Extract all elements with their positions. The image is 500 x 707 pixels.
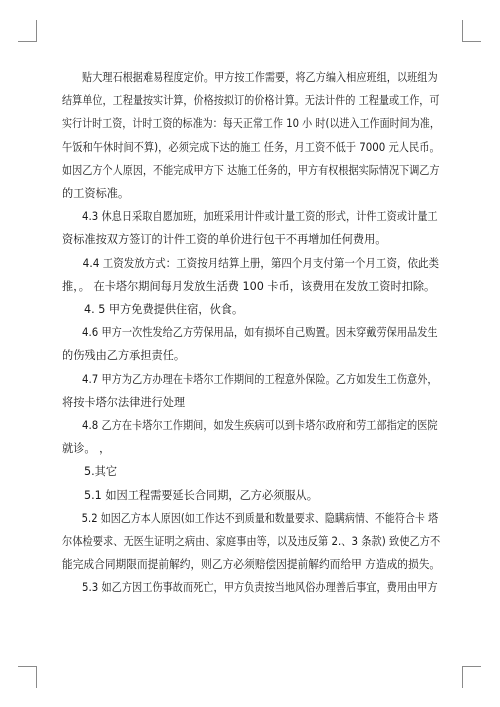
text-line: 5.其它 (84, 465, 118, 479)
paragraph-4-5-lodging (62, 298, 440, 321)
text-line: 4.6 甲方一次性发给乙方劳保用品，如有损坏自己购置。因未穿戴劳保用品发生 (82, 326, 438, 340)
text-line: 实行计时工资，计时工资的标准为：每天正常工作 10 小 时(以进入工作面时间为准， (62, 117, 440, 131)
text-line: 能完成合同期限而提前解约，则乙方必须赔偿因提前解约而给甲 方造成的损失。 (62, 558, 441, 572)
text-line: 4.3 休息日采取自愿加班，加班采用计件或计量工资的形式，计件工资或计量工 (82, 210, 438, 224)
paragraph-5-3-work-accident (62, 576, 440, 599)
paragraph-4-4-payment (62, 252, 440, 298)
document-body (62, 66, 440, 600)
text-line: 就诊。 ， (62, 442, 111, 456)
text-line: 的伤残由乙方承担责任。 (62, 349, 186, 363)
text-line: 4.8 乙方在卡塔尔工作期间，如发生疾病可以到卡塔尔政府和劳工部指定的医院 (82, 419, 438, 433)
paragraph-4-6-protective-gear (62, 321, 440, 367)
text-line: 5.2 如因乙方本人原因(如工作达不到质量和数量要求、隐瞒病情、不能符合卡 塔 (81, 511, 439, 525)
paragraph-5-1-extension (62, 484, 440, 507)
text-line: 资标准按双方签订的计件工资的单价进行包干不再增加任何费用。 (62, 233, 387, 247)
text-line: 午饭和午休时间不算)，必须完成下达的施工 任务，月工资不低于 7000 元人民币。 (62, 140, 440, 154)
section-5-heading (62, 460, 440, 483)
text-line: 4. 5 甲方免费提供住宿，伙食。 (84, 303, 244, 317)
paragraph-4-3-overtime (62, 205, 440, 251)
text-line: 结算单位，工程量按实计算，价格按拟订的价格计算。无法计件的 工程量或工作，可 (62, 94, 440, 108)
paragraph-5-2-early-termination (62, 507, 440, 577)
text-line: 如因乙方个人原因，不能完成甲方下 达施工任务的，甲方有权根据实际情况下调乙方 (62, 163, 440, 177)
text-line: 4.7 甲方为乙方办理在卡塔尔工作期间的工程意外保险。乙方如发生工伤意外， (82, 372, 438, 386)
text-line: 5.1 如因工程需要延长合同期，乙方必须服从。 (84, 488, 318, 502)
text-line: 5.3 如乙方因工伤事故而死亡，甲方负责按当地风俗办理善后事宜，费用由甲方 (82, 581, 438, 595)
paragraph-4-8-medical (62, 414, 440, 460)
text-line: 的工资标准。 (62, 187, 130, 201)
text-line: 4.4 工资发放方式：工资按月结算上册，第四个月支付第一个月工资，依此类 (82, 256, 439, 270)
paragraph-wage-calculation (62, 66, 440, 205)
text-line: 推，。 在卡塔尔期间每月发放生活费 100 卡币，该费用在发放工资时扣除。 (62, 279, 436, 293)
text-line: 尔体检要求、无医生证明之病由、家庭事由等，以及违反第 2.、3 条款) 致使乙方不 (62, 535, 441, 549)
text-line: 将按卡塔尔法律进行处理 (62, 395, 186, 409)
paragraph-4-7-insurance (62, 368, 440, 414)
text-line: 贴大理石根据难易程度定价。甲方按工作需要，将乙方编入相应班组，以班组为 (81, 71, 438, 84)
